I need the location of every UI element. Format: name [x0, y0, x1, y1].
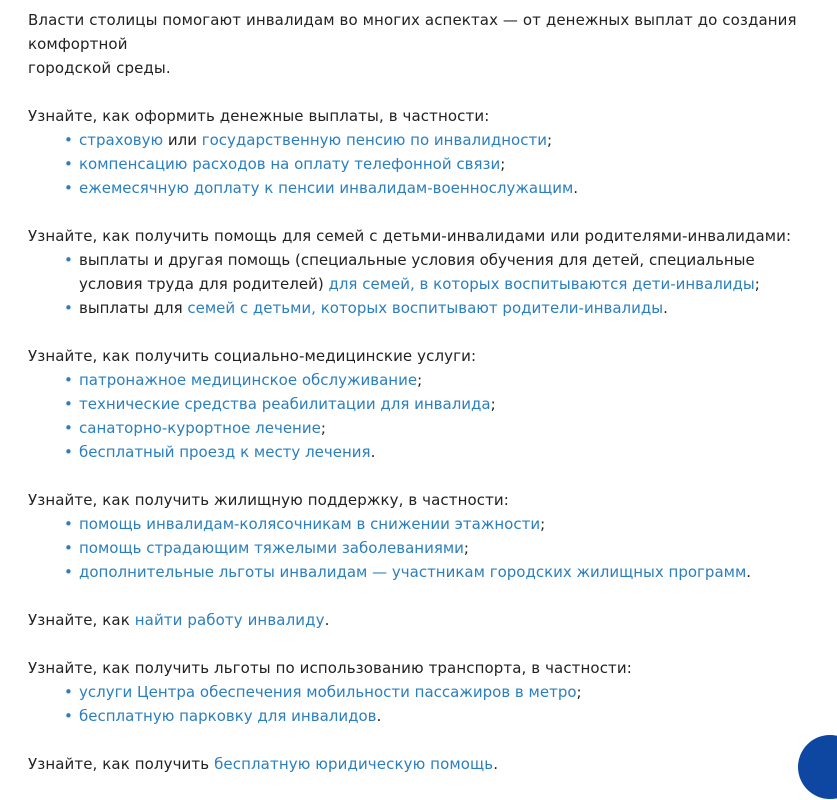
bullet-icon: •: [64, 515, 73, 533]
bullet-icon: •: [64, 539, 73, 557]
article-body: [28, 8, 828, 800]
list-item: [64, 440, 828, 464]
legal-text: Узнайте, как получить: [28, 755, 215, 773]
list-item: [64, 704, 828, 728]
section-housing: [28, 488, 828, 584]
list-item: [64, 416, 828, 440]
intro-line-1: Власти столицы помогают инвалидам во многих аспектах — от денежных выплат до создания комфортной: [28, 11, 797, 53]
transport-list: [28, 680, 828, 728]
patronage-care-link[interactable]: патронажное медицинское обслуживание: [79, 371, 418, 389]
bullet-icon: •: [64, 419, 73, 437]
punctuation: ;: [417, 371, 423, 389]
phone-compensation-link[interactable]: компенсацию расходов на оплату телефонной связи: [79, 155, 501, 173]
work-text: Узнайте, как: [28, 611, 135, 629]
bullet-icon: •: [64, 563, 73, 581]
section-heading: [28, 752, 828, 776]
list-item: [64, 560, 828, 584]
list-item: [64, 176, 828, 200]
punctuation: .: [376, 707, 382, 725]
bullet-icon: •: [64, 251, 73, 269]
section-families: [28, 224, 828, 320]
free-travel-to-treatment-link[interactable]: бесплатный проезд к месту лечения: [79, 443, 371, 461]
intro-paragraph: [28, 8, 828, 80]
list-item: [64, 536, 828, 560]
military-pension-supplement-link[interactable]: ежемесячную доплату к пенсии инвалидам-военнослужащим: [79, 179, 574, 197]
housing-program-benefits-link[interactable]: дополнительные льготы инвалидам — участникам городских жилищных программ: [79, 563, 747, 581]
list-item: [64, 680, 828, 704]
wheelchair-floor-reduction-link[interactable]: помощь инвалидам-колясочникам в снижении этажности: [79, 515, 541, 533]
section-heading: Узнайте, как оформить денежные выплаты, в частности:: [28, 107, 490, 125]
list-item: [64, 512, 828, 536]
list-item: [64, 392, 828, 416]
find-job-link[interactable]: найти работу инвалиду: [134, 611, 325, 629]
list-item: [64, 152, 828, 176]
section-payments: [28, 104, 828, 200]
or-text: или: [163, 131, 202, 149]
state-disability-pension-link[interactable]: государственную пенсию по инвалидности: [201, 131, 547, 149]
punctuation: ;: [546, 131, 553, 149]
medical-list: [28, 368, 828, 464]
severe-illness-help-link[interactable]: помощь страдающим тяжелыми заболеваниями: [79, 539, 464, 557]
section-heading: Узнайте, как получить социально-медицинские услуги:: [28, 347, 477, 365]
section-heading: [28, 608, 828, 632]
metro-mobility-center-link[interactable]: услуги Центра обеспечения мобильности пассажиров в метро: [79, 683, 577, 701]
free-legal-help-link[interactable]: бесплатную юридическую помощь: [214, 755, 494, 773]
list-item: [64, 296, 828, 320]
punctuation: ;: [320, 419, 326, 437]
families-item-text: выплаты и другая помощь (специальные условия обучения для детей, специальные условия труда для родителей): [79, 251, 755, 293]
families-list: [28, 248, 828, 320]
bullet-icon: •: [64, 299, 73, 317]
bullet-icon: •: [64, 395, 73, 413]
section-work: [28, 608, 828, 632]
punctuation: .: [746, 563, 752, 581]
punctuation: ;: [576, 683, 582, 701]
free-parking-link[interactable]: бесплатную парковку для инвалидов: [79, 707, 377, 725]
punctuation: ;: [490, 395, 496, 413]
punctuation: ;: [463, 539, 469, 557]
families-item-text: выплаты для: [79, 299, 188, 317]
list-item: [64, 368, 828, 392]
sanatorium-treatment-link[interactable]: санаторно-курортное лечение: [79, 419, 321, 437]
punctuation: .: [663, 299, 668, 317]
punctuation: ;: [500, 155, 506, 173]
section-medical: [28, 344, 828, 464]
punctuation: .: [324, 611, 330, 629]
bullet-icon: •: [64, 179, 73, 197]
punctuation: .: [370, 443, 376, 461]
insurance-pension-link[interactable]: страховую: [79, 131, 164, 149]
bullet-icon: •: [64, 155, 73, 173]
punctuation: ;: [540, 515, 546, 533]
bullet-icon: •: [64, 371, 73, 389]
punctuation: .: [573, 179, 579, 197]
bullet-icon: •: [64, 443, 73, 461]
bullet-icon: •: [64, 131, 73, 149]
families-disabled-parents-link[interactable]: семей с детьми, которых воспитывают родители-инвалиды: [187, 299, 664, 317]
list-item: [64, 128, 828, 152]
punctuation: ;: [754, 275, 760, 293]
punctuation: .: [493, 755, 499, 773]
families-with-disabled-children-link[interactable]: для семей, в которых воспитываются дети-инвалиды: [328, 275, 755, 293]
section-heading: Узнайте, как получить льготы по использованию транспорта, в частности:: [28, 659, 632, 677]
bullet-icon: •: [64, 707, 73, 725]
payments-list: [28, 128, 828, 200]
intro-line-2: городской среды.: [28, 59, 171, 77]
rehab-equipment-link[interactable]: технические средства реабилитации для инвалида: [79, 395, 491, 413]
section-transport: [28, 656, 828, 728]
bullet-icon: •: [64, 683, 73, 701]
list-item: [64, 248, 819, 296]
section-heading: Узнайте, как получить помощь для семей с детьми-инвалидами или родителями-инвалидами:: [28, 227, 792, 245]
housing-list: [28, 512, 828, 584]
section-legal: [28, 752, 828, 776]
section-heading: Узнайте, как получить жилищную поддержку, в частности:: [28, 491, 509, 509]
